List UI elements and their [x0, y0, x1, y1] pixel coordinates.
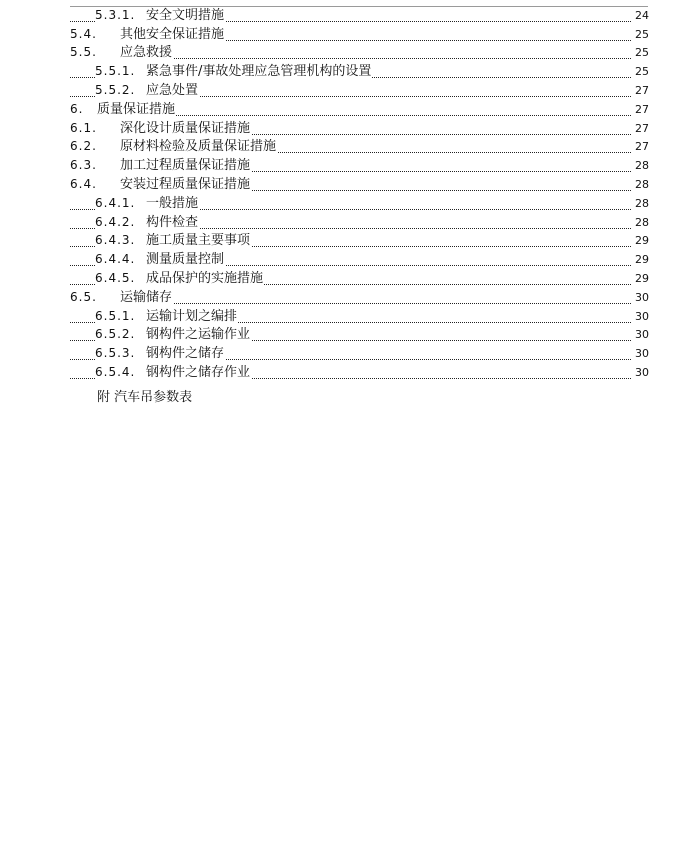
- table-of-contents: [70, 7, 649, 383]
- toc-entry-number: 5.5.2.: [95, 82, 136, 97]
- toc-page-number: 29: [635, 271, 649, 285]
- toc-entry-title: 紧急事件/事故处理应急管理机构的设置: [146, 64, 372, 80]
- toc-entry-title: 安装过程质量保证措施: [120, 176, 251, 192]
- toc-entry-text: [95, 252, 225, 267]
- toc-entry-title: 构件检查: [146, 214, 199, 230]
- toc-entry-number: 6.4.: [70, 176, 97, 191]
- toc-entry[interactable]: [70, 308, 649, 327]
- toc-entry-title: 运输储存: [120, 289, 173, 305]
- toc-entry[interactable]: [70, 176, 649, 195]
- toc-page-number: 29: [635, 234, 649, 248]
- toc-entry-number: 6.4.1.: [95, 195, 136, 210]
- toc-entry-text: [95, 215, 199, 230]
- appendix-title: 汽车吊参数表: [114, 390, 193, 405]
- toc-entry-number: 6.3.: [70, 158, 97, 173]
- toc-page-number: 29: [635, 253, 649, 267]
- toc-entry-number: 6.5.2.: [95, 327, 136, 342]
- toc-entry-text: [70, 177, 251, 192]
- toc-entry[interactable]: [70, 233, 649, 252]
- toc-entry-title: 原材料检验及质量保证措施: [120, 139, 277, 155]
- toc-entry-text: [95, 309, 238, 324]
- toc-entry[interactable]: [70, 45, 649, 64]
- toc-page-number: 27: [635, 140, 649, 154]
- toc-page-number: 27: [635, 102, 649, 116]
- toc-entry[interactable]: [70, 214, 649, 233]
- toc-entry[interactable]: [70, 289, 649, 308]
- toc-entry-title: 测量质量控制: [146, 252, 225, 268]
- toc-entry[interactable]: [70, 7, 649, 26]
- toc-page-number: 30: [635, 309, 649, 323]
- toc-entry-text: [70, 290, 173, 305]
- toc-entry-number: 6.5.: [70, 289, 97, 304]
- toc-page-number: 25: [635, 27, 649, 41]
- toc-entry-number: 6.4.3.: [95, 233, 136, 248]
- toc-page-number: 30: [635, 290, 649, 304]
- toc-entry-title: 成品保护的实施措施: [146, 270, 264, 286]
- toc-entry-text: [70, 27, 225, 42]
- toc-entry[interactable]: [70, 195, 649, 214]
- toc-entry-number: 6.5.1.: [95, 308, 136, 323]
- toc-page-number: 30: [635, 328, 649, 342]
- toc-entry[interactable]: [70, 270, 649, 289]
- toc-entry-text: [70, 158, 251, 173]
- toc-entry-text: [95, 64, 372, 79]
- toc-page-number: 25: [635, 46, 649, 60]
- toc-entry-text: [95, 83, 199, 98]
- toc-entry-title: 一般措施: [146, 195, 199, 211]
- toc-page-number: 28: [635, 177, 649, 191]
- toc-entry-text: [70, 139, 277, 154]
- toc-entry-text: [95, 327, 251, 342]
- toc-entry[interactable]: [70, 63, 649, 82]
- toc-entry-text: [95, 346, 225, 361]
- toc-entry-title: 应急救援: [120, 45, 173, 61]
- toc-entry[interactable]: [70, 82, 649, 101]
- toc-entry-title: 质量保证措施: [97, 101, 176, 117]
- toc-entry-title: 加工过程质量保证措施: [120, 158, 251, 174]
- toc-entry[interactable]: [70, 345, 649, 364]
- toc-entry-text: [95, 365, 251, 380]
- toc-page-number: 27: [635, 83, 649, 97]
- toc-entry-text: [95, 196, 199, 211]
- toc-entry[interactable]: [70, 101, 649, 120]
- toc-entry-text: [95, 233, 251, 248]
- toc-entry-number: 6.5.3.: [95, 346, 136, 361]
- toc-entry[interactable]: [70, 120, 649, 139]
- toc-entry-text: [95, 271, 264, 286]
- toc-entry-title: 施工质量主要事项: [146, 233, 251, 249]
- toc-entry-title: 深化设计质量保证措施: [120, 120, 251, 136]
- toc-entry-number: 6.4.5.: [95, 270, 136, 285]
- toc-page-number: 30: [635, 365, 649, 379]
- toc-entry-title: 应急处置: [146, 82, 199, 98]
- toc-entry[interactable]: [70, 139, 649, 158]
- toc-page-number: 25: [635, 65, 649, 79]
- toc-page-number: 30: [635, 347, 649, 361]
- toc-page-number: 27: [635, 121, 649, 135]
- toc-entry-title: 其他安全保证措施: [120, 26, 225, 42]
- toc-entry[interactable]: [70, 364, 649, 383]
- toc-entry-number: 6.1.: [70, 120, 97, 135]
- toc-entry[interactable]: [70, 327, 649, 346]
- toc-page-number: 28: [635, 159, 649, 173]
- toc-entry-number: 6.: [70, 101, 84, 116]
- toc-entry-title: 钢构件之储存作业: [146, 364, 251, 380]
- toc-entry-number: 6.4.4.: [95, 252, 136, 267]
- toc-page-number: 28: [635, 196, 649, 210]
- toc-entry-number: 5.5.1.: [95, 64, 136, 79]
- toc-entry-title: 运输计划之编排: [146, 308, 238, 324]
- toc-entry-number: 5.5.: [70, 45, 97, 60]
- toc-entry-number: 5.3.1.: [95, 7, 136, 22]
- toc-page-number: 28: [635, 215, 649, 229]
- toc-page-number: 24: [635, 8, 649, 22]
- toc-entry-text: [70, 102, 176, 117]
- appendix-prefix: 附: [97, 390, 111, 405]
- toc-entry-text: [70, 121, 251, 136]
- toc-entry-number: 5.4.: [70, 26, 97, 41]
- toc-entry-number: 6.4.2.: [95, 214, 136, 229]
- toc-entry-text: [70, 45, 173, 60]
- toc-entry-title: 钢构件之储存: [146, 346, 225, 362]
- toc-entry-number: 6.5.4.: [95, 364, 136, 379]
- toc-entry-number: 6.2.: [70, 139, 97, 154]
- appendix-entry: [97, 389, 192, 407]
- toc-entry-title: 钢构件之运输作业: [146, 327, 251, 343]
- toc-entry[interactable]: [70, 26, 649, 45]
- toc-entry-text: [95, 8, 225, 23]
- toc-entry[interactable]: [70, 157, 649, 176]
- toc-entry-title: 安全文明措施: [146, 7, 225, 23]
- toc-entry[interactable]: [70, 251, 649, 270]
